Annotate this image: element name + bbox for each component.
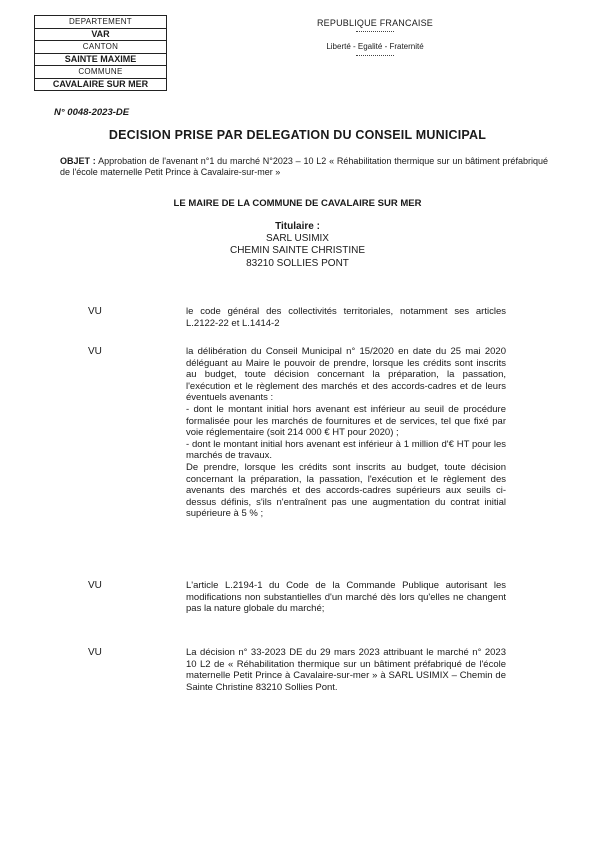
republic-title: REPUBLIQUE FRANCAISE — [316, 18, 434, 28]
vu-text: L'article L.2194-1 du Code de la Commande Publique autorisant les modifications non substantielles d'un marché dès lors qu'elles ne changent pas la nature globale du marché; — [186, 580, 506, 615]
divider — [356, 55, 394, 56]
decision-number: N° 0048-2023-DE — [54, 107, 130, 118]
objet-text: Approbation de l'avenant n°1 du marché N°2023 – 10 L2 « Réhabilitation thermique sur un bâtiment préfabriqué de l'école maternelle Petit Prince à Cavalaire-sur-mer » — [60, 156, 548, 177]
titulaire-label: Titulaire : — [275, 221, 320, 232]
canton-value: SAINTE MAXIME — [35, 54, 166, 67]
titulaire-block — [0, 221, 595, 270]
departement-value: VAR — [35, 29, 166, 42]
objet-label: OBJET : — [60, 156, 96, 166]
commune-label: COMMUNE — [35, 66, 166, 79]
departement-label: DEPARTEMENT — [35, 16, 166, 29]
page-title: DECISION PRISE PAR DELEGATION DU CONSEIL MUNICIPAL — [108, 128, 487, 142]
vu-label: VU — [88, 346, 102, 357]
admin-info-box — [34, 15, 167, 91]
vu-label: VU — [88, 306, 102, 317]
vu-text: le code général des collectivités territoriales, notamment ses articles L.2122-22 et L.1414-2 — [186, 306, 506, 329]
maire-heading: LE MAIRE DE LA COMMUNE DE CAVALAIRE SUR MER — [173, 198, 422, 209]
titulaire-address-line1: CHEMIN SAINTE CHRISTINE — [229, 245, 365, 257]
titulaire-name: SARL USIMIX — [266, 233, 329, 245]
titulaire-address-line2: 83210 SOLLIES PONT — [246, 257, 349, 269]
vu-label: VU — [88, 580, 102, 591]
vu-label: VU — [88, 647, 102, 658]
objet-paragraph — [60, 156, 548, 178]
divider — [356, 31, 394, 32]
canton-label: CANTON — [35, 41, 166, 54]
vu-text: La décision n° 33-2023 DE du 29 mars 2023 attribuant le marché n° 2023 10 L2 de « Réhabilitation thermique sur un bâtiment préfabriqué de l'école maternelle Petit Prince à Cavalaire-sur-mer » à SARL USIMIX – Chemin de Sainte Christine 83210 Sollies Pont. — [186, 647, 506, 693]
commune-value: CAVALAIRE SUR MER — [52, 78, 149, 89]
vu-text: la délibération du Conseil Municipal n° 15/2020 en date du 25 mai 2020 déléguant au Maire le pouvoir de prendre, lorsque les crédits sont inscrits au budget, toute décision concernant la préparation, la passation, l'exécution et le règlement des marchés et des accords-cadres et de leurs éventuels avenants : - dont le montant initial hors avenant est inférieur au seuil de procédure formalisée pour les marchés de fournitures et de services, tel que fixé par voie réglementaire (soit 214 000 € HT pour 2020) ; - dont le montant initial hors avenant est inférieur à 1 million d'€ HT pour les marchés de travaux. De prendre, lorsque les crédits sont inscrits au budget, toute décision concernant la préparation, la passation, l'exécution et le règlement des avenants des marchés et des accords-cadres supérieurs aux seuils ci-dessus définis, s'ils n'entraînent pas une augmentation du contrat initial supérieure à 5 % ; — [186, 346, 506, 520]
republic-motto: Liberté - Egalité - Fraternité — [326, 42, 424, 51]
republic-header — [300, 18, 450, 56]
